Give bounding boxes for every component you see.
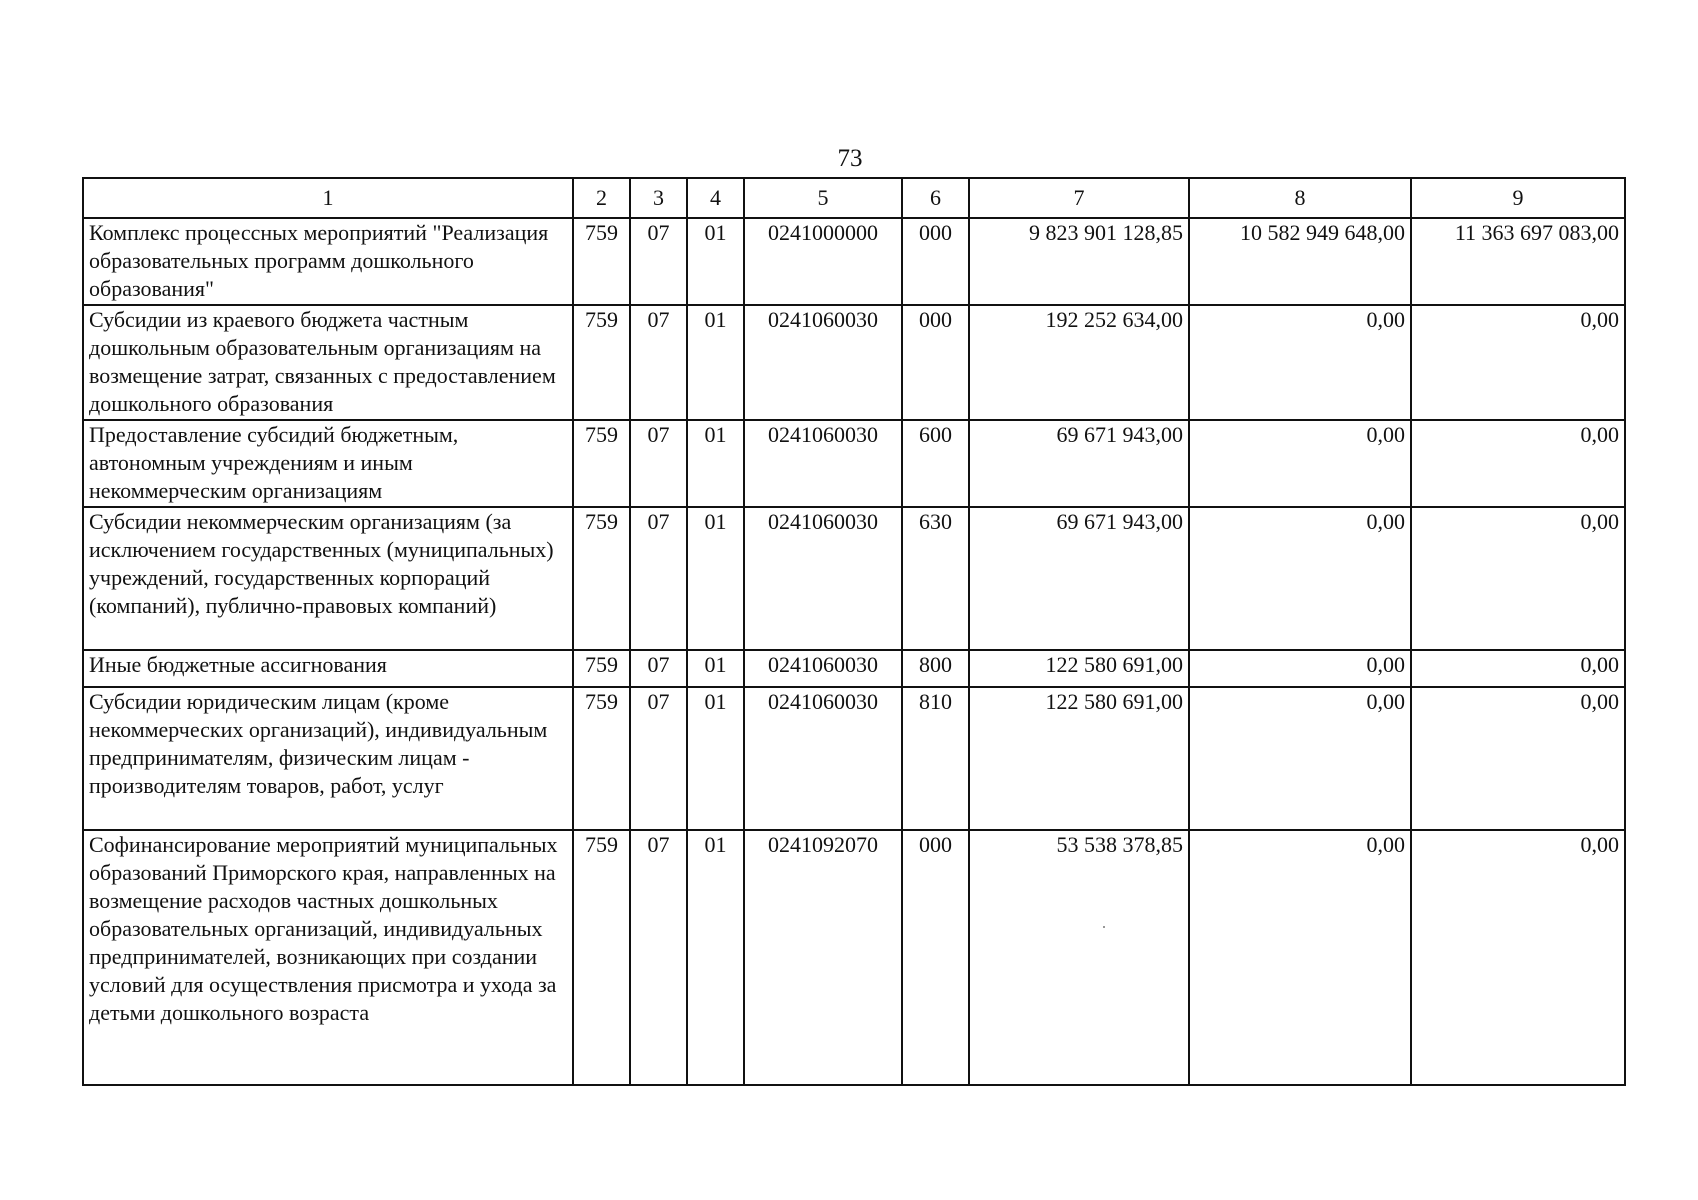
header-cell: 8 bbox=[1189, 178, 1411, 218]
amount-cell: 122 580 691,00 bbox=[969, 687, 1189, 830]
amount-cell: 0,00 bbox=[1411, 305, 1625, 420]
code-cell: 01 bbox=[687, 650, 744, 687]
code-cell: 01 bbox=[687, 420, 744, 507]
code-cell: 01 bbox=[687, 830, 744, 1085]
code-cell: 759 bbox=[573, 305, 630, 420]
row-name-cell: Субсидии юридическим лицам (кроме некоммерческих организаций), индивидуальным предпринимателям, физическим лицам - производителям товаров, работ, услуг bbox=[83, 687, 573, 830]
table-row bbox=[83, 218, 1625, 305]
code-cell: 07 bbox=[630, 420, 687, 507]
table-row bbox=[83, 420, 1625, 507]
code-cell: 0241060030 bbox=[744, 420, 902, 507]
amount-cell: 9 823 901 128,85 bbox=[969, 218, 1189, 305]
amount-cell: 53 538 378,85 bbox=[969, 830, 1189, 1085]
row-name-cell: Субсидии некоммерческим организациям (за исключением государственных (муниципальных) учреждений, государственных корпораций (компаний), публично-правовых компаний) bbox=[83, 507, 573, 650]
amount-cell: 192 252 634,00 bbox=[969, 305, 1189, 420]
page-number: 73 bbox=[837, 145, 863, 172]
code-cell: 07 bbox=[630, 305, 687, 420]
header-cell: 6 bbox=[902, 178, 969, 218]
table-header-row bbox=[83, 178, 1625, 218]
amount-cell: 0,00 bbox=[1189, 830, 1411, 1085]
amount-cell: 0,00 bbox=[1411, 830, 1625, 1085]
table-row bbox=[83, 305, 1625, 420]
table-row bbox=[83, 830, 1625, 1085]
code-cell: 0241060030 bbox=[744, 687, 902, 830]
table-row bbox=[83, 507, 1625, 650]
header-cell: 2 bbox=[573, 178, 630, 218]
row-name-cell: Предоставление субсидий бюджетным, автономным учреждениям и иным некоммерческим организациям bbox=[83, 420, 573, 507]
amount-cell: 0,00 bbox=[1411, 687, 1625, 830]
code-cell: 01 bbox=[687, 218, 744, 305]
code-cell: 630 bbox=[902, 507, 969, 650]
row-name-cell: Субсидии из краевого бюджета частным дошкольным образовательным организациям на возмещение затрат, связанных с предоставлением дошкольного образования bbox=[83, 305, 573, 420]
code-cell: 07 bbox=[630, 830, 687, 1085]
code-cell: 0241092070 bbox=[744, 830, 902, 1085]
code-cell: 0241060030 bbox=[744, 305, 902, 420]
code-cell: 0241000000 bbox=[744, 218, 902, 305]
amount-cell: 0,00 bbox=[1189, 650, 1411, 687]
row-name-cell: Софинансирование мероприятий муниципальных образований Приморского края, направленных на возмещение расходов частных дошкольных образовательных организаций, индивидуальных предпринимателей, возникающих при создании условий для осуществления присмотра и ухода за детьми дошкольного возраста bbox=[83, 830, 573, 1085]
amount-cell: 69 671 943,00 bbox=[969, 507, 1189, 650]
code-cell: 07 bbox=[630, 507, 687, 650]
code-cell: 600 bbox=[902, 420, 969, 507]
code-cell: 800 bbox=[902, 650, 969, 687]
code-cell: 000 bbox=[902, 305, 969, 420]
header-cell: 7 bbox=[969, 178, 1189, 218]
code-cell: 0241060030 bbox=[744, 650, 902, 687]
amount-cell: 0,00 bbox=[1189, 420, 1411, 507]
amount-cell: 69 671 943,00 bbox=[969, 420, 1189, 507]
scan-speck bbox=[1103, 926, 1105, 928]
code-cell: 07 bbox=[630, 218, 687, 305]
code-cell: 759 bbox=[573, 687, 630, 830]
amount-cell: 0,00 bbox=[1189, 687, 1411, 830]
code-cell: 759 bbox=[573, 650, 630, 687]
code-cell: 01 bbox=[687, 305, 744, 420]
code-cell: 0241060030 bbox=[744, 507, 902, 650]
table-row bbox=[83, 687, 1625, 830]
amount-cell: 0,00 bbox=[1411, 650, 1625, 687]
amount-cell: 0,00 bbox=[1411, 420, 1625, 507]
table-row bbox=[83, 650, 1625, 687]
code-cell: 759 bbox=[573, 420, 630, 507]
header-cell: 9 bbox=[1411, 178, 1625, 218]
code-cell: 07 bbox=[630, 650, 687, 687]
amount-cell: 0,00 bbox=[1189, 305, 1411, 420]
amount-cell: 0,00 bbox=[1189, 507, 1411, 650]
header-cell: 3 bbox=[630, 178, 687, 218]
amount-cell: 122 580 691,00 bbox=[969, 650, 1189, 687]
amount-cell: 11 363 697 083,00 bbox=[1411, 218, 1625, 305]
code-cell: 000 bbox=[902, 218, 969, 305]
code-cell: 810 bbox=[902, 687, 969, 830]
code-cell: 759 bbox=[573, 830, 630, 1085]
code-cell: 07 bbox=[630, 687, 687, 830]
row-name-cell: Иные бюджетные ассигнования bbox=[83, 650, 573, 687]
header-cell: 1 bbox=[83, 178, 573, 218]
header-cell: 5 bbox=[744, 178, 902, 218]
code-cell: 759 bbox=[573, 218, 630, 305]
code-cell: 000 bbox=[902, 830, 969, 1085]
code-cell: 01 bbox=[687, 687, 744, 830]
code-cell: 759 bbox=[573, 507, 630, 650]
row-name-cell: Комплекс процессных мероприятий "Реализация образовательных программ дошкольного образования" bbox=[83, 218, 573, 305]
amount-cell: 10 582 949 648,00 bbox=[1189, 218, 1411, 305]
budget-table bbox=[82, 177, 1626, 1086]
header-cell: 4 bbox=[687, 178, 744, 218]
amount-cell: 0,00 bbox=[1411, 507, 1625, 650]
code-cell: 01 bbox=[687, 507, 744, 650]
